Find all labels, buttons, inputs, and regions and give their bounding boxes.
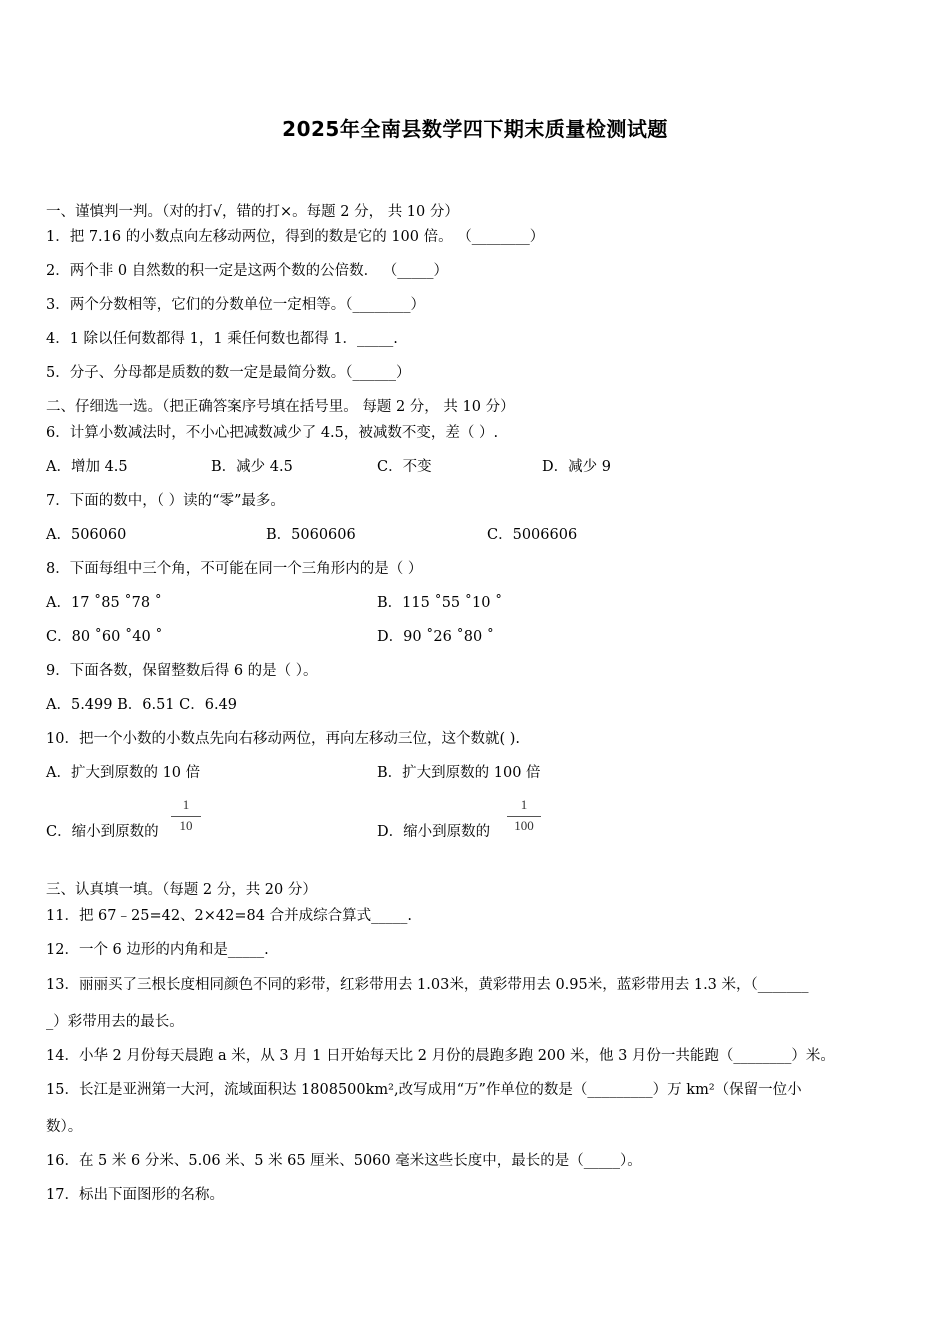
q9-options: A．5.499 B．6.51 C．6.49 [46, 697, 238, 713]
q10-fraction-d-denominator: 100 [514, 818, 534, 833]
q7-option-a: A．506060 [46, 527, 127, 543]
section-2-heading: 二、仔细选一选。（把正确答案序号填在括号里。 每题 2 分， 共 10 分） [46, 399, 515, 415]
question-11: 11．把 67﹣25=42、2×42=84 合并成综合算式_____. [46, 908, 412, 924]
q8-option-c: C．80 ˚60 ˚40 ˚ [46, 629, 163, 645]
q8-option-a: A．17 ˚85 ˚78 ˚ [46, 595, 162, 611]
question-12: 12．一个 6 边形的内角和是_____. [46, 942, 269, 958]
page-title: 2025年全南县数学四下期末质量检测试题 [282, 117, 668, 141]
q7-option-b: B．5060606 [266, 527, 356, 543]
q6-option-b: B．减少 4.5 [211, 459, 293, 475]
question-15-line-2: 数）。 [46, 1119, 83, 1135]
fraction-bar [507, 816, 541, 817]
question-7: 7．下面的数中，（ ）读的“零”最多。 [46, 493, 285, 509]
question-14: 14．小华 2 月份每天晨跑 a 米，从 3 月 1 日开始每天比 2 月份的晨跑多跑 200 米，他 3 月份一共能跑（________）米。 [46, 1048, 835, 1064]
q10-fraction-d [507, 797, 541, 834]
question-9: 9．下面各数，保留整数后得 6 的是（ ）。 [46, 663, 318, 679]
question-17: 17．标出下面图形的名称。 [46, 1187, 224, 1203]
q10-option-d: D．缩小到原数的 [377, 824, 491, 840]
q10-fraction-c-denominator: 10 [179, 818, 193, 833]
question-2: 2．两个非 0 自然数的积一定是这两个数的公倍数． （_____） [46, 263, 449, 279]
q10-option-b: B．扩大到原数的 100 倍 [377, 765, 541, 781]
q6-option-c: C．不变 [377, 459, 432, 475]
q7-option-c: C．5006606 [487, 527, 578, 543]
q10-fraction-c-numerator: 1 [182, 797, 190, 812]
question-16: 16．在 5 米 6 分米、5.06 米、5 米 65 厘米、5060 毫米这些长度中，最长的是（_____）。 [46, 1153, 642, 1169]
q6-option-d: D．减少 9 [542, 459, 611, 475]
question-10: 10．把一个小数的小数点先向右移动两位，再向左移动三位，这个数就( ). [46, 731, 520, 747]
question-1: 1．把 7.16 的小数点向左移动两位，得到的数是它的 100 倍。 （________） [46, 229, 545, 245]
q6-option-a: A．增加 4.5 [46, 459, 128, 475]
question-3: 3．两个分数相等，它们的分数单位一定相等。（________） [46, 297, 425, 313]
fraction-bar [171, 816, 201, 817]
q10-option-a: A．扩大到原数的 10 倍 [46, 765, 201, 781]
q8-option-d: D．90 ˚26 ˚80 ˚ [377, 629, 495, 645]
section-1-heading: 一、谨慎判一判。（对的打√，错的打×。每题 2 分， 共 10 分） [46, 204, 459, 220]
q10-option-c: C．缩小到原数的 [46, 824, 159, 840]
q10-fraction-c [171, 797, 201, 834]
question-6: 6．计算小数减法时，不小心把减数减少了 4.5，被减数不变，差（ ）. [46, 425, 499, 441]
q10-fraction-d-numerator: 1 [520, 797, 528, 812]
question-8: 8．下面每组中三个角，不可能在同一个三角形内的是（ ） [46, 561, 423, 577]
question-4: 4．1 除以任何数都得 1，1 乘任何数也都得 1．_____. [46, 331, 398, 347]
question-15-line-1: 15．长江是亚洲第一大河，流域面积达 1808500km²,改写成用“万”作单位的数是（_________）万 km²（保留一位小 [46, 1082, 802, 1098]
q8-option-b: B．115 ˚55 ˚10 ˚ [377, 595, 503, 611]
section-3-heading: 三、认真填一填。（每题 2 分，共 20 分） [46, 882, 317, 898]
question-13-line-2: _）彩带用去的最长。 [46, 1014, 184, 1030]
question-13-line-1: 13．丽丽买了三根长度相同颜色不同的彩带，红彩带用去 1.03米，黄彩带用去 0.95米，蓝彩带用去 1.3 米，（_______ [46, 977, 809, 993]
question-5: 5．分子、分母都是质数的数一定是最简分数。（______） [46, 365, 411, 381]
